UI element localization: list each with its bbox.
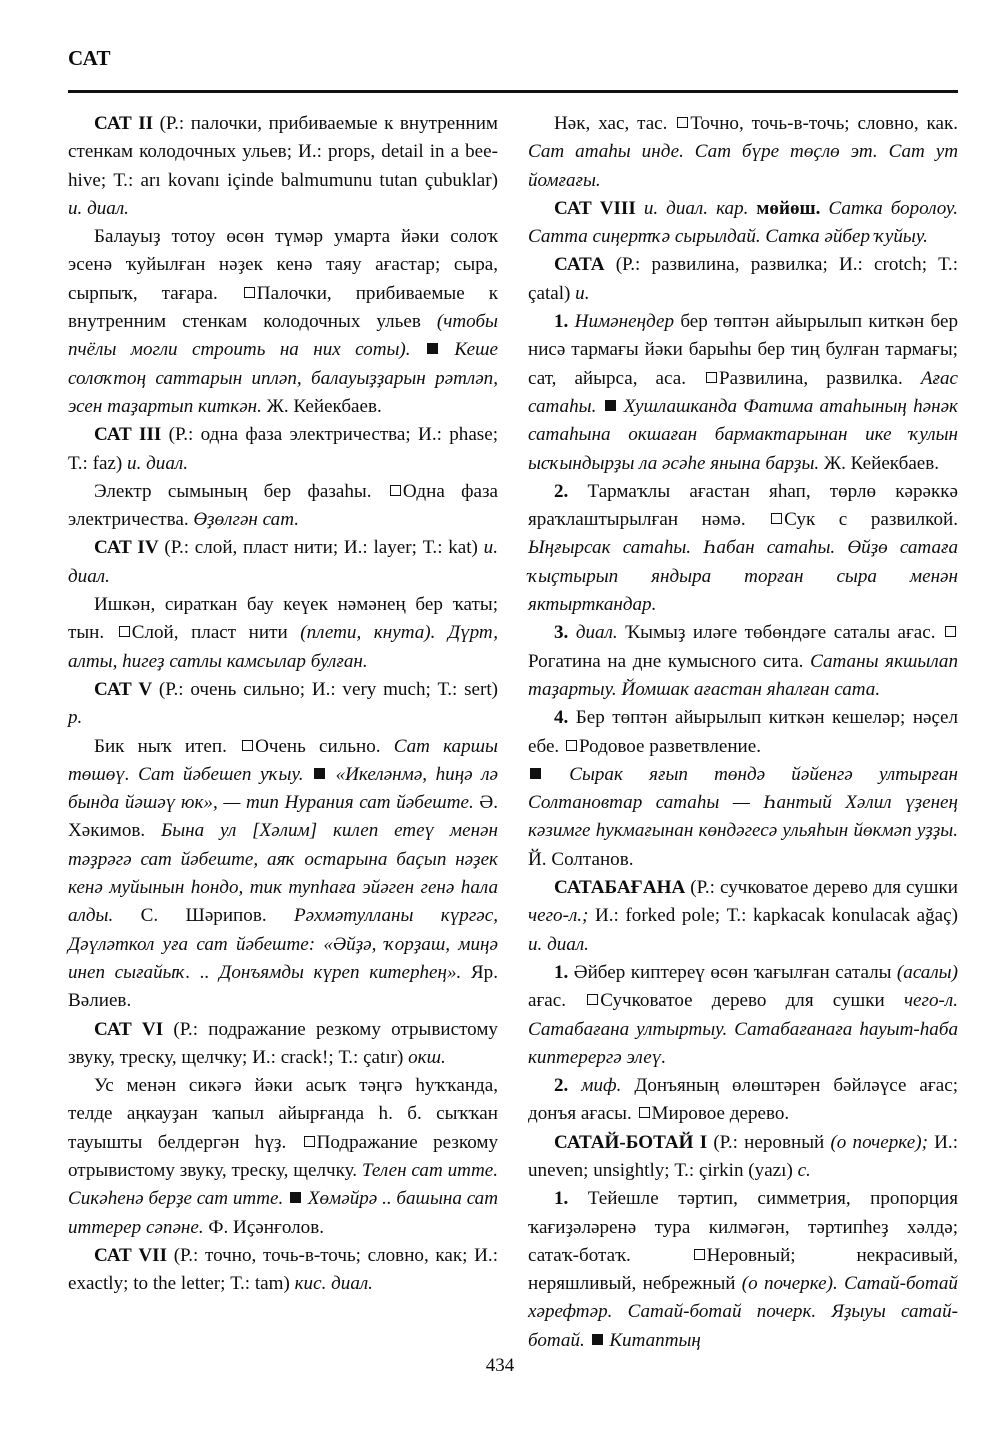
entry-satay-botay-1 — [528, 1129, 958, 1186]
running-head: САТ — [68, 46, 111, 70]
example-italic: Сатай-ботай хәрефтәр. Сатай-ботай почерк. Яҙыуы сатай-ботай. — [528, 1273, 958, 1351]
example-italic: Сатабағана ултыртыу. Сатабағанаға һауыт-һаба киптерергә элеү. — [528, 1018, 958, 1068]
open-square-icon — [304, 1136, 315, 1147]
sense-3 — [528, 619, 958, 704]
headword: САТ VII — [94, 1244, 168, 1266]
entry-sat-6 — [68, 1016, 498, 1073]
russian-def: Сучковатое дерево для сушки — [600, 990, 904, 1012]
headword: САТ IV — [94, 537, 159, 559]
gloss: (Р.: подражание резкому отрывистому звуку, треску, щелчку; И.: crack!; Т.: çatır) — [68, 1018, 498, 1068]
pos-label: и. диал. кар. — [635, 197, 757, 219]
russian-def: Слой, пласт нити — [131, 622, 301, 644]
entry-sat-7 — [68, 1242, 498, 1299]
header-rule — [68, 90, 958, 93]
filled-square-icon — [530, 768, 541, 779]
entry-sat-6-body — [68, 1072, 498, 1242]
russian-def: Развилина, развилка. — [719, 367, 921, 389]
headword: САТА — [554, 254, 605, 276]
headword: САТ V — [94, 678, 153, 700]
headword: САТ III — [94, 424, 162, 446]
bashkir-def: Тейешле тәртип, симметрия, пропорция ҡағиҙәләренә тура килмәгән, тәртипһеҙ хәлдә; сатаҡ-ботаҡ. — [528, 1188, 958, 1266]
entry-sat-4-body — [68, 591, 498, 676]
russian-def-italic: чего-л. — [903, 990, 958, 1012]
sense-1 — [528, 1185, 958, 1355]
bashkir-def-cont: ағас. — [528, 990, 586, 1012]
citation-author: Яр. Вәлиев. — [68, 961, 498, 1012]
headword: САТ VI — [94, 1018, 164, 1040]
sense-1 — [528, 959, 958, 1072]
sense-number: 1. — [554, 961, 569, 983]
entry-sat-4 — [68, 534, 498, 591]
open-square-icon — [244, 287, 255, 298]
example-italic: Телен сат итте. Сикәһенә берҙе сат итте. — [68, 1159, 498, 1210]
sense-4 — [528, 704, 958, 761]
sense-2 — [528, 1072, 958, 1129]
sense-4-citation — [528, 761, 958, 874]
open-square-icon — [771, 513, 782, 524]
bashkir-def: Бер төптән айырылып киткән кешеләр; нәҫел ебе. — [528, 707, 958, 757]
entry-sat-3-body — [68, 478, 498, 535]
open-square-icon — [119, 626, 130, 637]
open-square-icon — [639, 1107, 650, 1118]
example-italic: (плети, кнута). Дүрт, алты, һигеҙ сатлы камсылар булған. — [68, 622, 498, 672]
bashkir-def: бер төптән айырылып киткән бер нисә тармағы йәки барыһы бер тиң булған тармағы; сат, айырса, аса. — [528, 311, 958, 389]
sense-number: 4. — [554, 707, 569, 729]
open-square-icon — [694, 1249, 705, 1260]
citation-author: Ә. Хәкимов. — [68, 792, 498, 842]
example-italic: Ағас сатаһы. — [528, 367, 958, 417]
citation-quote: «Икеләнмә, һиңә лә бында йәшәү юк», — тип Нурания сат йәбеште. — [68, 763, 498, 814]
page-number: 434 — [485, 1355, 515, 1376]
open-square-icon — [587, 994, 598, 1005]
citation-quote: Хөмәйрә .. башына сат иттерep сәпәне. — [68, 1188, 499, 1238]
citation-author: Ф. Иҫәнғолов. — [203, 1216, 324, 1238]
citation-author: Ж. Кейекбаев. — [261, 395, 382, 417]
entry-sat-2 — [68, 110, 498, 223]
entry-sata — [528, 251, 958, 308]
headword: САТ VIII — [554, 197, 636, 219]
gloss: (Р.: развилина, развилка; И.: crotch; Т.: çatal) — [528, 254, 958, 304]
russian-def: Мировое дерево. — [651, 1103, 790, 1125]
filled-square-icon — [290, 1192, 301, 1203]
russian-def: Палочки, прибиваемые к внутренним стенкам колодочных ульев — [68, 282, 498, 333]
open-square-icon — [677, 117, 688, 128]
russian-def: Очень сильно. — [255, 735, 394, 757]
entry-sat-8 — [528, 195, 958, 252]
entry-sat-5 — [68, 676, 498, 733]
gloss: (Р.: неровный — [707, 1131, 831, 1153]
citation-author: Й. Солтанов. — [528, 848, 634, 870]
russian-def: Неровный; некрасивый, неряшливый, небрежный — [528, 1244, 958, 1295]
citation-author: С. Шәрипов. — [113, 905, 295, 927]
sense-label: диал. — [575, 622, 618, 644]
pos-label: и. диал. — [127, 452, 188, 474]
right-column — [528, 110, 959, 1351]
sense-lead-italic: Нимәнеңдер — [574, 311, 674, 333]
entry-sat-2-body — [68, 223, 498, 421]
bashkir-def: Электр сымының бер фазаһы. — [94, 480, 388, 502]
russian-def-italic: (о почерке). — [741, 1273, 838, 1295]
example-italic: Сат атаһы инде. Сат бүре төҫлө эт. Сат ут йомғағы. — [528, 141, 958, 191]
bashkir-def: Балауыҙ тотоу өсөн түмәр умарта йәки солоҡ эсенә ҡуйылған нәҙек кенә таяу ағастар; сыра, сырпыҡ, тағара. — [68, 226, 498, 304]
sense-number: 3. — [554, 622, 569, 644]
entry-sat-7-body — [528, 110, 958, 195]
citation-quote: Рәхмәтулланы күргәс, Дәүләткол уға сат йәбеште: «Әйҙә, ҡорҙаш, миңә инеп сығайыҡ. .. Донъямды күреп китерһең». — [68, 905, 498, 983]
sense-2 — [528, 478, 958, 619]
citation-quote: Сырак яғып төндә йәйенгә ултырған Солтановтар сатаһы — Һантый Хәлил үҙенең кәзимге һукмағынан көндәгесә ульяһын йөкмәп уҙҙы. — [528, 763, 958, 842]
bashkir-def: Донъяның өлөштәрен бәйләүсе ағас; донъя ағасы. — [528, 1075, 958, 1125]
entry-sat-3 — [68, 421, 498, 478]
sense-number: 1. — [554, 1188, 569, 1210]
bashkir-def: Тармаҡлы ағастан яһап, төрлө кәрәккә яраҡлаштырылған нәмә. — [528, 480, 959, 531]
example-italic: Сат каршы төшөү. Сат йәбешеп уҡыу. — [68, 735, 498, 785]
citation-quote: Хушлашканда Фатима атаһының һәнәк сатаһына окшаған бармактарынан ике ҡулын ысҡындырҙы ла әсәһе янына барҙы. — [528, 395, 958, 474]
sense-label: миф. — [581, 1075, 622, 1097]
open-square-icon — [706, 372, 717, 383]
gloss: И.: uneven; unsightly; Т.: çirkin (yazı) — [528, 1131, 958, 1181]
gloss-italic: (о почерке); — [830, 1131, 928, 1153]
pos-label: окш. — [408, 1046, 446, 1068]
sense-number: 2. — [554, 480, 569, 502]
gloss: (Р.: очень сильно; И.: very much; Т.: sert) — [152, 678, 499, 700]
gloss: (Р.: точно, точь-в-точь; словно, как; И.: exactly; to the letter; Т.: tam) — [68, 1244, 498, 1295]
russian-def: Подражание резкому отрывистому звуку, треску, щелчку. — [68, 1131, 499, 1181]
sense-1 — [528, 308, 958, 478]
russian-def: Рогатина на дне кумысного сита. — [528, 650, 811, 672]
gloss: (Р.: одна фаза электричества; И.: phase; Т.: faz) — [68, 424, 499, 474]
entry-satabagana — [528, 874, 958, 959]
citation-quote: Кеше солоҡтоң саттарын ипләп, балауыҙҙарын рәтләп, эсен таҙартып киткән. — [68, 339, 498, 417]
russian-def: Одна фаза электричества. — [68, 480, 498, 531]
cross-reference[interactable]: мөйөш. — [756, 197, 821, 219]
gloss: (Р.: сучковатое дерево для сушки — [685, 877, 958, 899]
headword: САТ II — [94, 113, 154, 134]
russian-def: Сук с развилкой. — [784, 509, 958, 531]
pos-label: кис. диал. — [294, 1273, 373, 1295]
russian-def: Точно, точь-в-точь; словно, как. — [690, 113, 959, 134]
bashkir-def: Ишкән, сираткан бау кеүек нәмәнең бер ҡаты; тын. — [68, 594, 498, 644]
russian-def-italic: (чтобы пчёлы могли строить на них соты). — [68, 311, 498, 361]
pos-label: и. — [575, 282, 590, 304]
example-italic: Өҙөлгән сат. — [193, 509, 299, 531]
filled-square-icon — [427, 343, 438, 354]
citation-quote: Бына ул [Хәлим] килеп етеү менән тәҙрәгә сат йәбеште, аяҡ остарына баҫып нәҙек кенә муйынын һондо, тик тупһаға эйәген генә һала алды. — [68, 820, 498, 927]
pos-label: и. диал. — [528, 933, 589, 955]
pos-label: и. диал. — [68, 537, 498, 587]
headword: САТАЙ-БОТАЙ I — [554, 1131, 708, 1153]
open-square-icon — [566, 740, 577, 751]
gloss: (Р.: слой, пласт нити; И.: layer; Т.: kat) — [158, 537, 484, 559]
headword: САТАБАҒАНА — [554, 877, 686, 899]
example-italic: Ыңғырсак сатаһы. Һабан сатаһы. Өйҙө сатаға ҡыҫтырып яндыра торған сыра менән яктырткандар. — [528, 537, 958, 616]
filled-square-icon — [592, 1334, 603, 1345]
filled-square-icon — [314, 768, 325, 779]
example-italic: Сатка боролоу. Сатта сиңертҡә сырылдай. Сатка әйбер ҡуйыу. — [528, 197, 958, 248]
sense-number: 1. — [554, 311, 569, 333]
russian-def: Родовое разветвление. — [578, 735, 762, 757]
bashkir-def: Нәк, хас, тас. — [554, 113, 676, 134]
bashkir-def: Ҡымыҙ иләге төбөндәге саталы ағас. — [617, 622, 943, 644]
pos-label: р. — [68, 707, 83, 729]
gloss-italic: чего-л.; — [528, 905, 589, 927]
open-square-icon — [390, 485, 401, 496]
left-column — [68, 110, 498, 1320]
example-italic: Сатаны якшылап таҙартыу. Йомшак ағастан яһалған сата. — [528, 650, 958, 700]
citation-author: Ж. Кейекбаев. — [819, 452, 940, 474]
bashkir-def: Әйбер киптереү өсөн ҡағылған саталы — [573, 961, 897, 983]
open-square-icon — [242, 740, 253, 751]
two-column-body — [68, 110, 959, 1351]
filled-square-icon — [605, 400, 616, 411]
open-square-icon — [945, 626, 956, 637]
gloss: (Р.: палочки, прибиваемые к внутренним стенкам колодочных ульев; И.: props, detail in a bee-hive; Т.: arı kovanı içinde balmumunu tutan çubuklar) — [68, 113, 498, 191]
gloss: И.: forked pole; Т.: kapkacak konulacak ağaç) — [588, 905, 958, 927]
sense-number: 2. — [554, 1075, 569, 1097]
pos-label: и. диал. — [68, 197, 129, 219]
pos-label: с. — [797, 1159, 811, 1181]
bashkir-def: Бик ныҡ итеп. — [94, 735, 241, 757]
bashkir-def: Ус менән сикәгә йәки асыҡ тәңгә һуҡҡанда, телде аңкауҙан ҡапыл айырғанда һ. б. сыҡҡан тауышты белдергән һүҙ. — [68, 1075, 498, 1153]
variant-italic: (асалы) — [896, 961, 958, 983]
citation-quote: Китаптың — [604, 1329, 701, 1351]
entry-sat-5-body — [68, 733, 498, 1016]
